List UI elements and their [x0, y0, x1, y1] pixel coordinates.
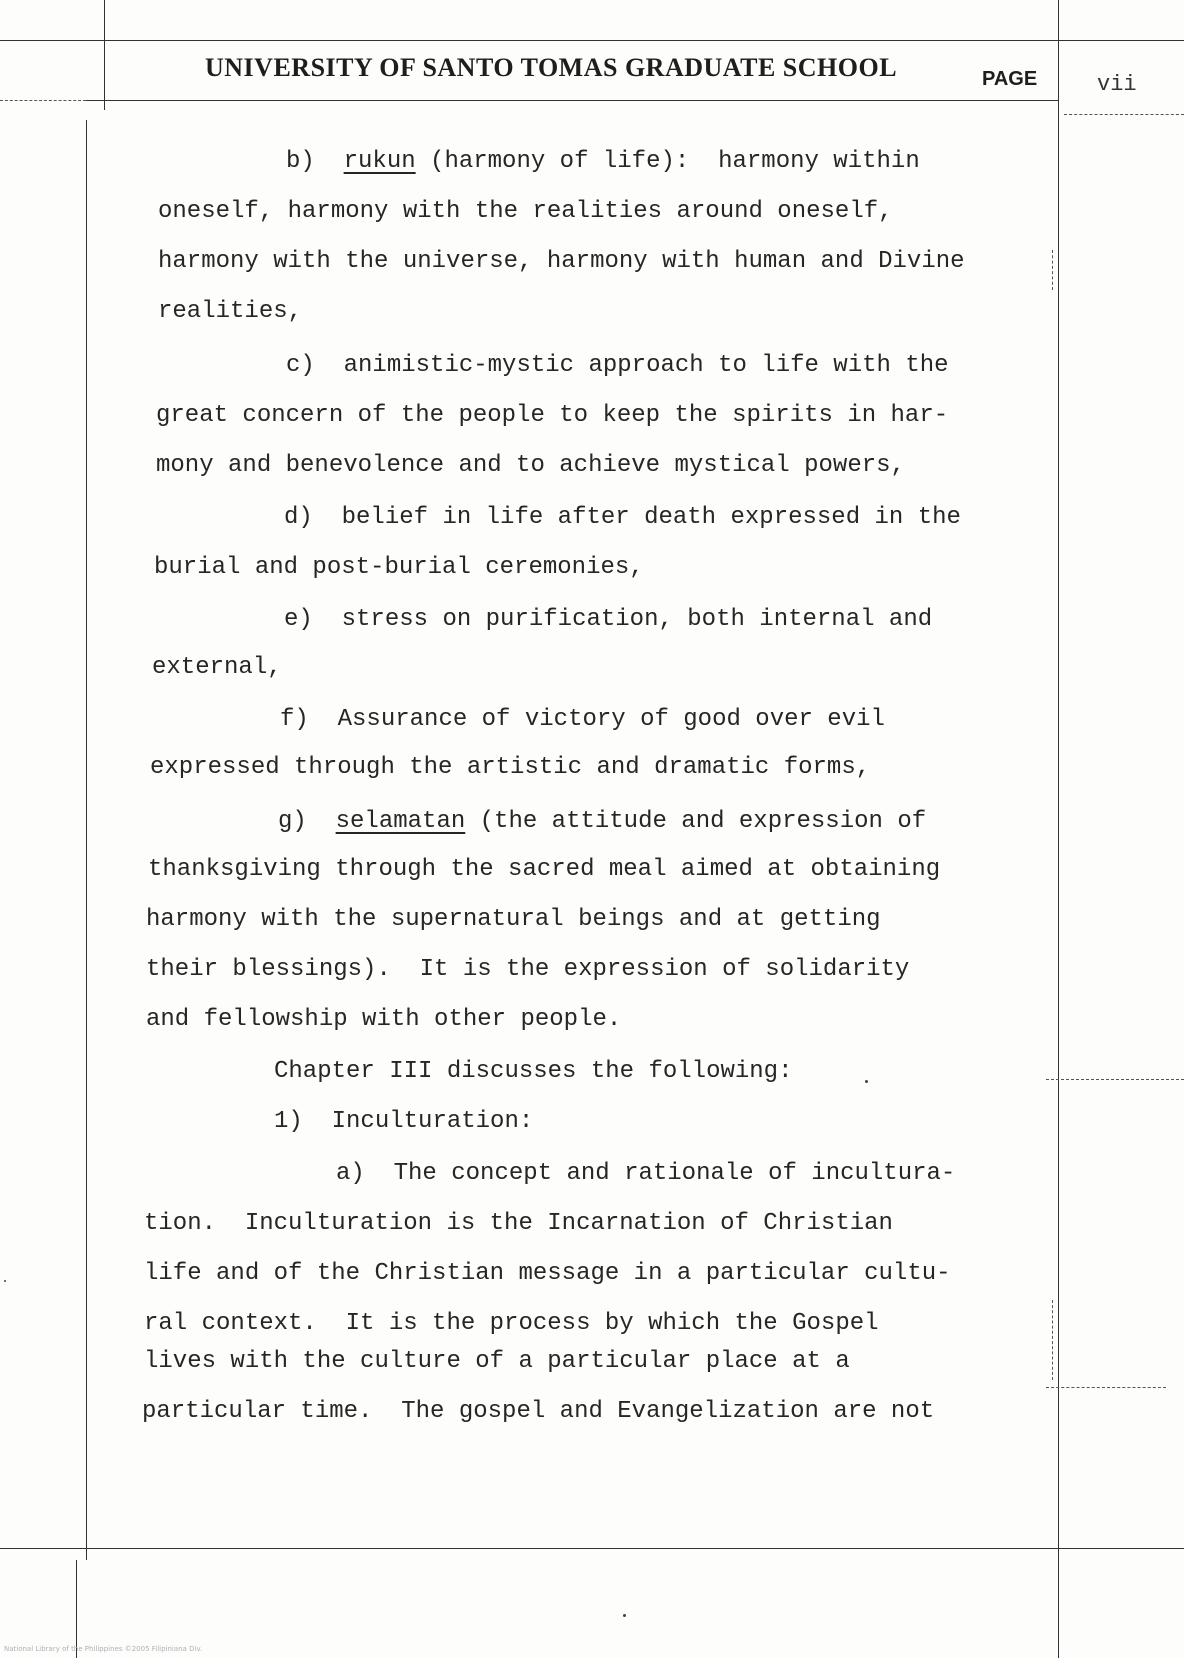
item-g-line-1 [278, 808, 926, 836]
item-b-line-4: realities, [158, 298, 303, 325]
item-b-line-3: harmony with the universe, harmony with human and Divine [158, 248, 965, 275]
scan-footer-note: National Library of the Philippines ©2005 Filipiniana Div. [4, 1645, 203, 1653]
item-b-text: (harmony of life): harmony within [415, 148, 920, 175]
item-g-line-5: and fellowship with other people. [146, 1006, 622, 1033]
item-b-term: rukun [343, 148, 416, 175]
item-b-label: b) [286, 148, 315, 175]
right-margin-rule [1058, 0, 1059, 1658]
right-margin-tick-2 [1046, 1387, 1166, 1388]
footer-rule [0, 1548, 1184, 1549]
header-bottom-rule [86, 100, 1058, 101]
item-1-text: Inculturation: [331, 1108, 534, 1135]
institution-heading: UNIVERSITY OF SANTO TOMAS GRADUATE SCHOOL [205, 53, 898, 82]
item-g-label: g) [278, 808, 307, 835]
item-c-label: c) [286, 352, 315, 379]
item-f-text: Assurance of victory of good over evil [337, 706, 885, 733]
item-f-line-1 [280, 706, 885, 734]
item-a-line-3: life and of the Christian message in a particular cultu- [144, 1260, 951, 1287]
item-e-label: e) [284, 606, 313, 633]
page-label: PAGE [982, 68, 1038, 90]
item-c-line-2: great concern of the people to keep the spirits in har- [156, 402, 949, 429]
right-text-edge-rule-2 [1052, 1300, 1053, 1380]
item-e-line-2: external, [152, 654, 282, 681]
item-e-text: stress on purification, both internal and [341, 606, 933, 633]
item-a-line-1 [336, 1160, 955, 1188]
header-left-rule [0, 100, 86, 101]
item-d-line-2: burial and post-burial ceremonies, [154, 554, 644, 581]
item-c-line-3: mony and benevolence and to achieve mystical powers, [156, 452, 905, 479]
right-margin-tick-1 [1046, 1079, 1184, 1080]
item-g-line-3: harmony with the supernatural beings and at getting [146, 906, 881, 933]
item-f-line-2: expressed through the artistic and dramatic forms, [150, 754, 871, 781]
item-g-line-2: thanksgiving through the sacred meal aimed at obtaining [148, 856, 941, 883]
item-d-label: d) [284, 504, 313, 531]
scan-speck [4, 1280, 6, 1282]
page-number-box-rule [1064, 114, 1184, 115]
item-d-text: belief in life after death expressed in the [341, 504, 961, 531]
item-c-line-1 [286, 352, 949, 380]
item-a-line-2: tion. Inculturation is the Incarnation of Christian [144, 1210, 893, 1237]
scan-speck [623, 1614, 626, 1617]
item-b-line-2: oneself, harmony with the realities around oneself, [158, 198, 893, 225]
item-g-text: (the attitude and expression of [465, 808, 927, 835]
item-a-line-5: lives with the culture of a particular place at a [144, 1348, 850, 1375]
item-f-label: f) [280, 706, 309, 733]
scan-speck [865, 1080, 868, 1083]
item-g-line-4: their blessings). It is the expression of solidarity [146, 956, 910, 983]
item-b-line-1 [286, 148, 920, 176]
item-a-label: a) [336, 1160, 365, 1187]
left-margin-rule-bottom [76, 1560, 77, 1658]
item-a-text: The concept and rationale of incultura- [393, 1160, 956, 1187]
item-1-label: 1) [274, 1108, 303, 1135]
item-e-line-1 [284, 606, 932, 634]
right-text-edge-rule [1052, 250, 1053, 290]
chapter-3-intro: Chapter III discusses the following: [274, 1058, 793, 1085]
left-margin-rule-lower [86, 120, 87, 1560]
page-number: vii [1097, 72, 1137, 97]
header-top-rule [0, 40, 1184, 41]
item-c-text: animistic-mystic approach to life with the [343, 352, 949, 379]
item-d-line-1 [284, 504, 961, 532]
left-margin-rule [104, 0, 105, 110]
item-a-line-4: ral context. It is the process by which the Gospel [144, 1310, 879, 1337]
item-1-line [274, 1108, 533, 1136]
item-a-line-6: particular time. The gospel and Evangelization are not [142, 1398, 935, 1425]
item-g-term: selamatan [335, 808, 466, 835]
